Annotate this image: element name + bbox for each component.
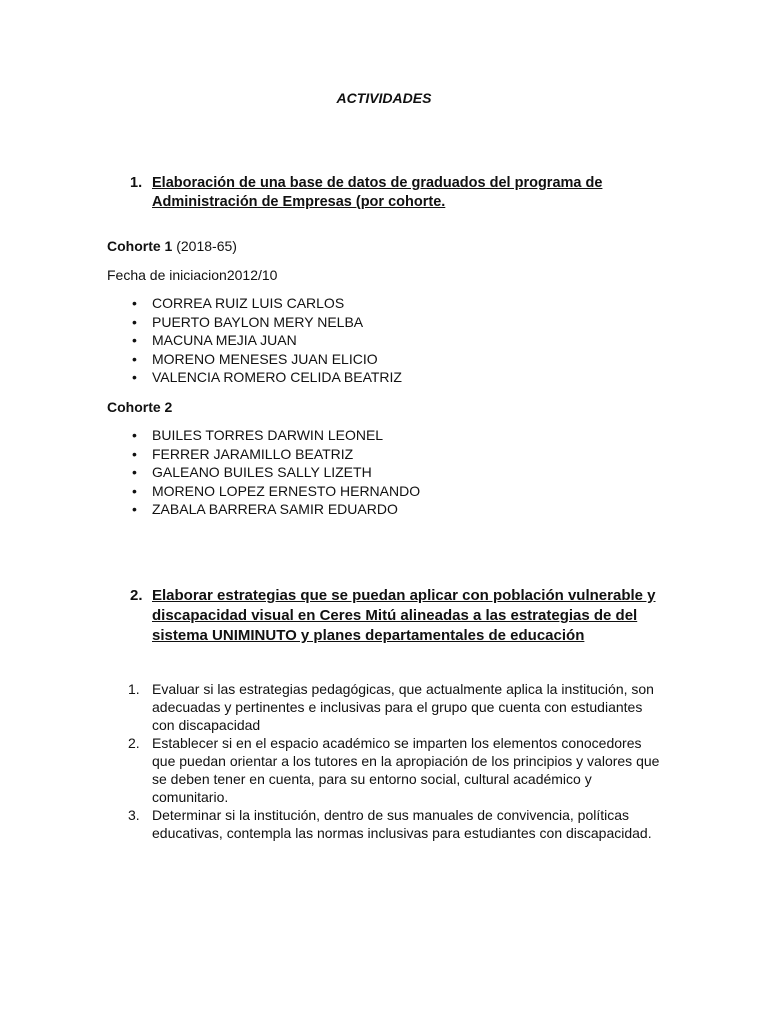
- task-number: 2.: [128, 735, 140, 751]
- section-1-heading-line-2: Administración de Empresas (por cohorte.: [152, 194, 446, 210]
- bullet-icon: •: [132, 427, 137, 443]
- cohort-2-label: Cohorte 2: [107, 399, 173, 415]
- bullet-icon: •: [132, 350, 137, 367]
- section-2-heading-line-3: sistema UNIMINUTO y planes departamentales de educación: [152, 627, 585, 644]
- cohort-1-label: [107, 238, 237, 254]
- cohort-2-member-name: BUILES TORRES DARWIN LEONEL: [152, 427, 384, 443]
- bullet-icon: •: [132, 332, 137, 349]
- cohort-2-member-name: FERRER JARAMILLO BEATRIZ: [152, 445, 354, 462]
- bullet-icon: •: [132, 313, 137, 330]
- bullet-icon: •: [132, 369, 137, 386]
- cohort-1-member-name: PUERTO BAYLON MERY NELBA: [152, 313, 364, 330]
- bullet-icon: •: [132, 464, 137, 481]
- cohort-2-member-name: ZABALA BARRERA SAMIR EDUARDO: [152, 501, 398, 518]
- bullet-icon: •: [132, 295, 137, 311]
- section-2-task-list: [0, 680, 768, 842]
- task-number: 1.: [128, 681, 140, 697]
- task-text: Evaluar si las estrategias pedagógicas, que actualmente aplica la institución, son adecuadas y pertinentes e inclusivas para el grupo que cuenta con estudiantes con discapacidad: [152, 681, 654, 733]
- document-title: ACTIVIDADES: [336, 90, 432, 106]
- section-1-number: 1.: [130, 175, 143, 191]
- task-number: 3.: [128, 807, 140, 823]
- cohort-2-member-name: MORENO LOPEZ ERNESTO HERNANDO: [152, 482, 421, 499]
- cohort-1-name: Cohorte 1: [107, 238, 173, 254]
- cohort-1-member-name: VALENCIA ROMERO CELIDA BEATRIZ: [152, 369, 402, 386]
- bullet-icon: •: [132, 445, 137, 462]
- task-item: [0, 680, 768, 734]
- section-2-heading-line-2: discapacidad visual en Ceres Mitú alineadas a las estrategias de del: [152, 607, 638, 624]
- bullet-icon: •: [132, 501, 137, 518]
- cohort-1-member-name: MACUNA MEJIA JUAN: [152, 332, 297, 349]
- task-item: [0, 734, 768, 806]
- section-1-heading-line-1: Elaboración de una base de datos de graduados del programa de: [152, 175, 603, 191]
- cohort-1-code: (2018-65): [172, 238, 237, 254]
- cohort-1-member-name: CORREA RUIZ LUIS CARLOS: [152, 295, 345, 311]
- task-text: Determinar si la institución, dentro de sus manuales de convivencia, políticas educativas, contempla las normas inclusivas para estudiantes con discapacidad.: [152, 807, 652, 841]
- cohort-1-member-name: MORENO MENESES JUAN ELICIO: [152, 350, 378, 367]
- cohort-2-member-name: GALEANO BUILES SALLY LIZETH: [152, 464, 372, 481]
- task-text: Establecer si en el espacio académico se imparten los elementos conocedores que puedan orientar a los tutores en la apropiación de los principios y valores que se deben tener en cuenta, para su entorno social, cultural académico y comunitario.: [152, 735, 660, 805]
- bullet-icon: •: [132, 482, 137, 499]
- cohort-1-start-date: Fecha de iniciacion2012/10: [107, 267, 278, 283]
- section-2-number: 2.: [130, 587, 143, 604]
- section-2-heading-line-1: Elaborar estrategias que se puedan aplicar con población vulnerable y: [152, 587, 656, 604]
- task-item: [0, 806, 768, 842]
